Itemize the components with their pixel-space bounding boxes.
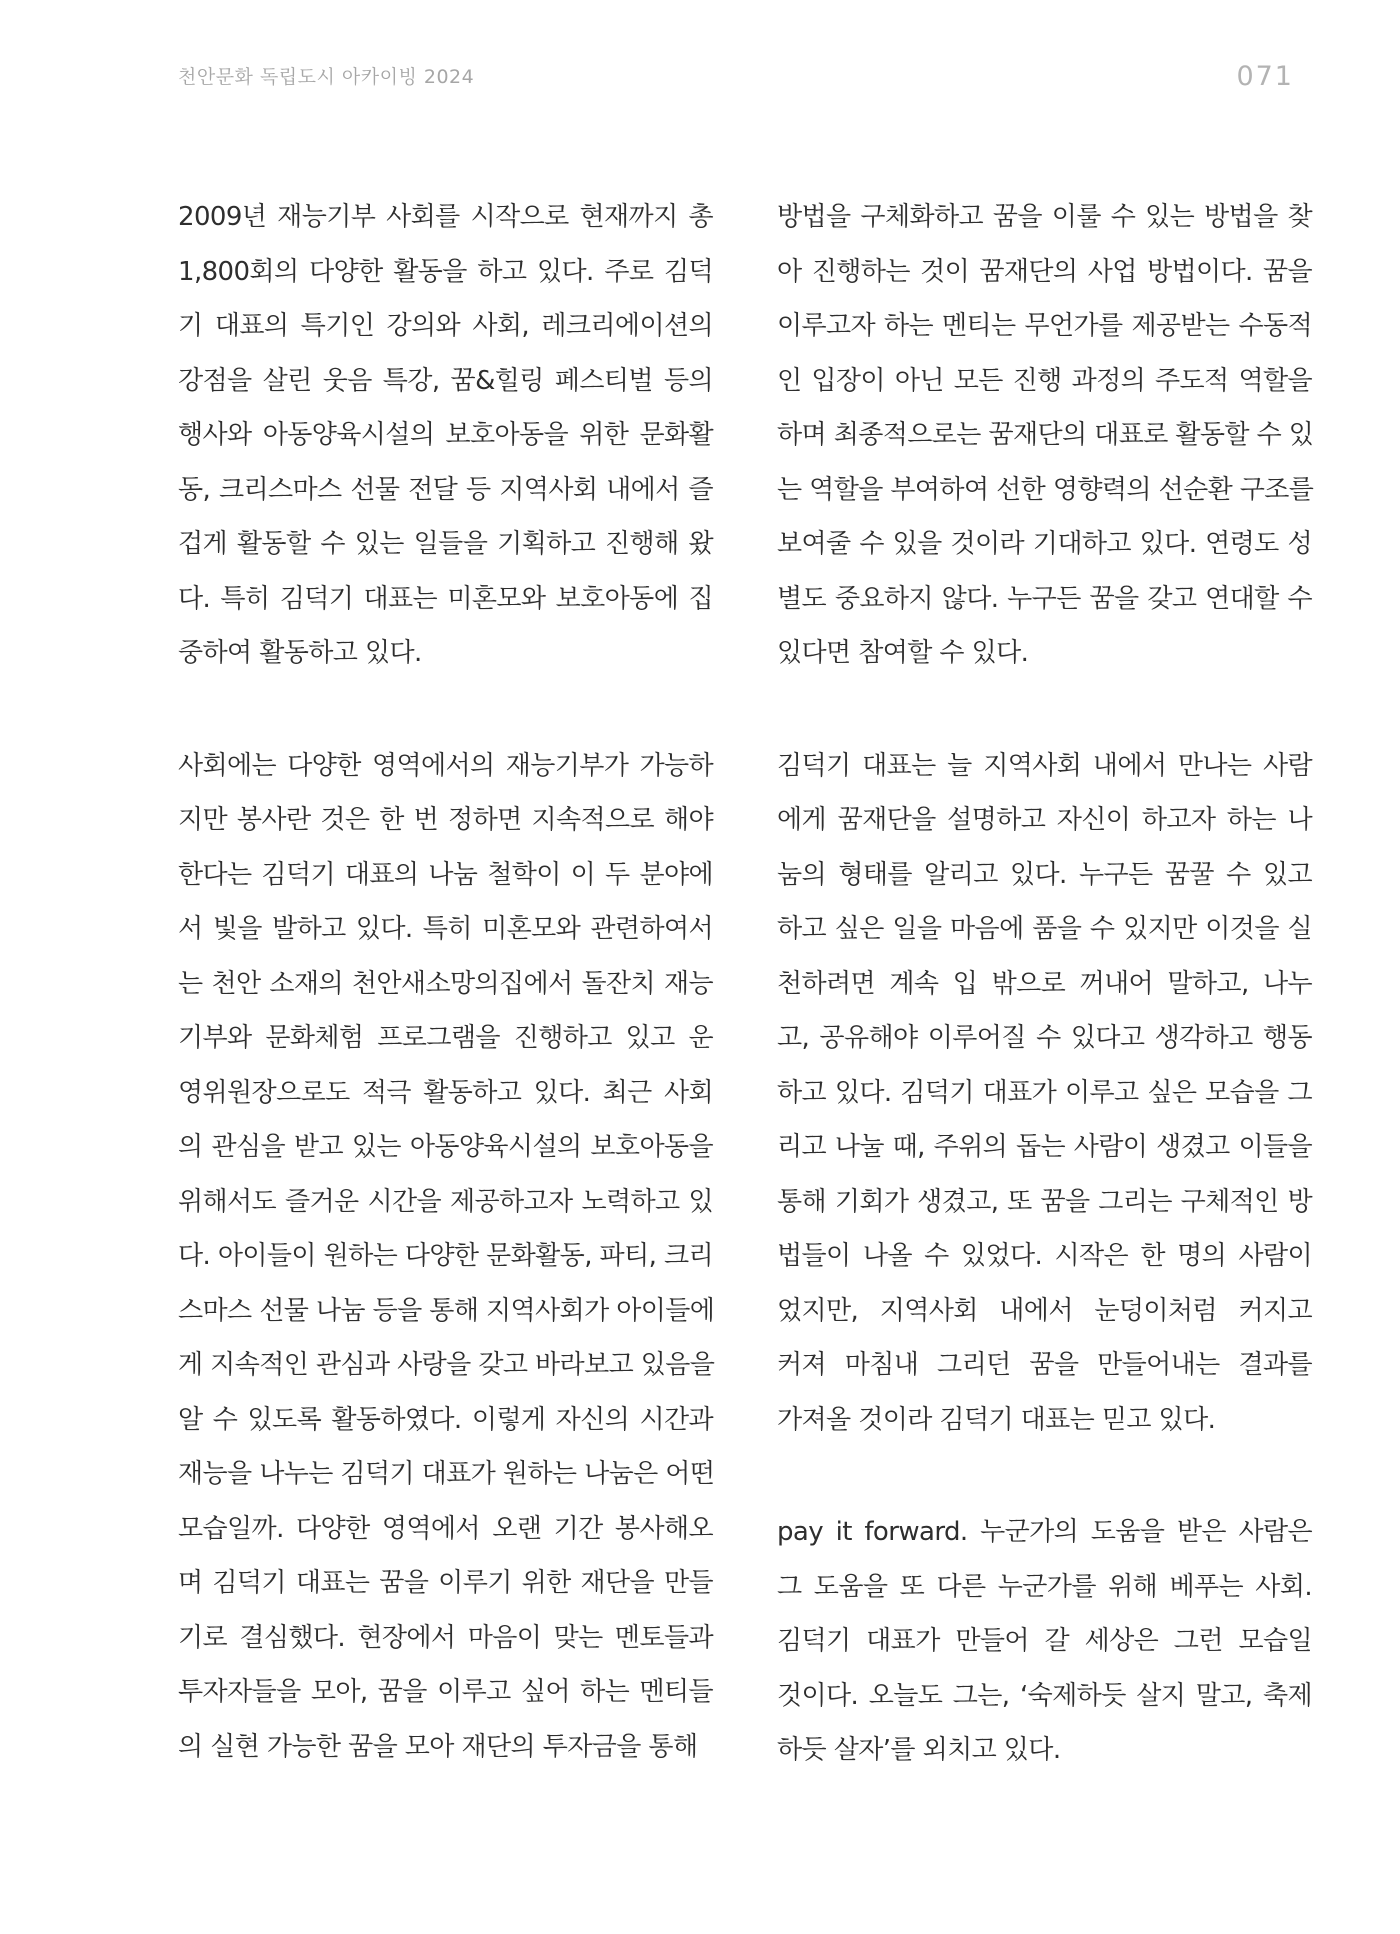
text-line: 그 도움을 또 다른 누군가를 위해 베푸는 사회.	[777, 1571, 1312, 1602]
text-line: 모습일까. 다양한 영역에서 오랜 기간 봉사해오	[178, 1513, 713, 1544]
left-column	[178, 190, 713, 1832]
text-line: 동, 크리스마스 선물 전달 등 지역사회 내에서 즐	[178, 474, 713, 505]
text-line: 있다면 참여할 수 있다.	[777, 638, 1029, 668]
text-line: pay it forward. 누군가의 도움을 받은 사람은	[777, 1517, 1312, 1547]
text-line: 의 실현 가능한 꿈을 모아 재단의 투자금을 통해	[178, 1731, 698, 1762]
paragraph	[777, 739, 1312, 1448]
text-line: 김덕기 대표가 만들어 갈 세상은 그런 모습일	[777, 1626, 1312, 1656]
text-line: 위해서도 즐거운 시간을 제공하고자 노력하고 있	[178, 1186, 713, 1217]
text-line: 기 대표의 특기인 강의와 사회, 레크리에이션의	[178, 311, 713, 341]
text-line: 에게 꿈재단을 설명하고 자신이 하고자 하는 나	[777, 805, 1312, 835]
text-line: 알 수 있도록 활동하였다. 이렇게 자신의 시간과	[178, 1404, 713, 1435]
text-line: 다. 아이들이 원하는 다양한 문화활동, 파티, 크리	[178, 1241, 713, 1271]
text-line: 천하려면 계속 입 밖으로 꺼내어 말하고, 나누	[777, 968, 1312, 999]
text-line: 행사와 아동양육시설의 보호아동을 위한 문화활	[178, 420, 713, 450]
paragraph	[777, 190, 1312, 681]
text-line: 영위원장으로도 적극 활동하고 있다. 최근 사회	[178, 1077, 713, 1108]
text-line: 다. 특히 김덕기 대표는 미혼모와 보호아동에 집	[178, 583, 713, 614]
paragraph	[777, 1505, 1312, 1778]
text-line: 하며 최종적으로는 꿈재단의 대표로 활동할 수 있	[777, 420, 1314, 450]
text-line: 겁게 활동할 수 있는 일들을 기획하고 진행해 왔	[178, 529, 713, 559]
text-line: 는 역할을 부여하여 선한 영향력의 선순환 구조를	[777, 474, 1314, 505]
text-line: 김덕기 대표는 늘 지역사회 내에서 만나는 사람	[777, 750, 1312, 781]
text-line: 고, 공유해야 이루어질 수 있다고 생각하고 행동	[777, 1023, 1312, 1053]
text-line: 하듯 살자’를 외치고 있다.	[777, 1735, 1061, 1765]
text-line: 사회에는 다양한 영역에서의 재능기부가 가능하	[178, 750, 713, 781]
text-line: 인 입장이 아닌 모든 진행 과정의 주도적 역할을	[777, 365, 1312, 396]
text-line: 기로 결심했다. 현장에서 마음이 맞는 멘토들과	[178, 1622, 713, 1653]
text-line: 중하여 활동하고 있다.	[178, 638, 422, 668]
text-line: 투자자들을 모아, 꿈을 이루고 싶어 하는 멘티들	[178, 1677, 713, 1707]
text-line: 커져 마침내 그리던 꿈을 만들어내는 결과를	[777, 1350, 1312, 1380]
text-line: 것이다. 오늘도 그는, ‘숙제하듯 살지 말고, 축제	[777, 1680, 1312, 1711]
text-line: 통해 기회가 생겼고, 또 꿈을 그리는 구체적인 방	[777, 1186, 1312, 1217]
text-line: 눔의 형태를 알리고 있다. 누구든 꿈꿀 수 있고	[777, 859, 1312, 890]
text-line: 아 진행하는 것이 꿈재단의 사업 방법이다. 꿈을	[777, 256, 1312, 287]
text-line: 하고 있다. 김덕기 대표가 이루고 싶은 모습을 그	[777, 1077, 1312, 1108]
text-line: 이루고자 하는 멘티는 무언가를 제공받는 수동적	[777, 311, 1312, 341]
text-line: 며 김덕기 대표는 꿈을 이루기 위한 재단을 만들	[178, 1568, 713, 1598]
text-line: 2009년 재능기부 사회를 시작으로 현재까지 총	[178, 202, 713, 232]
running-header-title: 천안문화 독립도시 아카이빙 2024	[178, 66, 475, 88]
paragraph	[178, 739, 713, 1775]
text-line: 방법을 구체화하고 꿈을 이룰 수 있는 방법을 찾	[777, 202, 1312, 232]
text-line: 스마스 선물 나눔 등을 통해 지역사회가 아이들에	[178, 1295, 715, 1326]
text-line: 는 천안 소재의 천안새소망의집에서 돌잔치 재능	[178, 968, 713, 999]
text-line: 별도 중요하지 않다. 누구든 꿈을 갖고 연대할 수	[777, 583, 1312, 614]
text-line: 서 빛을 발하고 있다. 특히 미혼모와 관련하여서	[178, 914, 713, 944]
paragraph	[178, 190, 713, 681]
right-column	[777, 190, 1312, 1836]
text-line: 하고 싶은 일을 마음에 품을 수 있지만 이것을 실	[777, 914, 1312, 944]
text-line: 의 관심을 받고 있는 아동양육시설의 보호아동을	[178, 1132, 713, 1162]
text-line: 보여줄 수 있을 것이라 기대하고 있다. 연령도 성	[777, 529, 1312, 559]
text-line: 지만 봉사란 것은 한 번 정하면 지속적으로 해야	[178, 805, 713, 835]
text-line: 리고 나눌 때, 주위의 돕는 사람이 생겼고 이들을	[777, 1132, 1312, 1162]
text-line: 한다는 김덕기 대표의 나눔 철학이 이 두 분야에	[178, 859, 713, 890]
text-line: 강점을 살린 웃음 특강, 꿈&힐링 페스티벌 등의	[178, 365, 713, 396]
text-line: 법들이 나올 수 있었다. 시작은 한 명의 사람이	[777, 1241, 1312, 1271]
text-line: 었지만, 지역사회 내에서 눈덩이처럼 커지고	[777, 1295, 1312, 1326]
text-line: 가져올 것이라 김덕기 대표는 믿고 있다.	[777, 1404, 1216, 1435]
page-number: 071	[1236, 61, 1294, 92]
text-line: 재능을 나누는 김덕기 대표가 원하는 나눔은 어떤	[178, 1459, 715, 1489]
text-line: 1,800회의 다양한 활동을 하고 있다. 주로 김덕	[178, 256, 713, 287]
text-line: 게 지속적인 관심과 사랑을 갖고 바라보고 있음을	[178, 1350, 715, 1380]
text-line: 기부와 문화체험 프로그램을 진행하고 있고 운	[178, 1023, 713, 1053]
